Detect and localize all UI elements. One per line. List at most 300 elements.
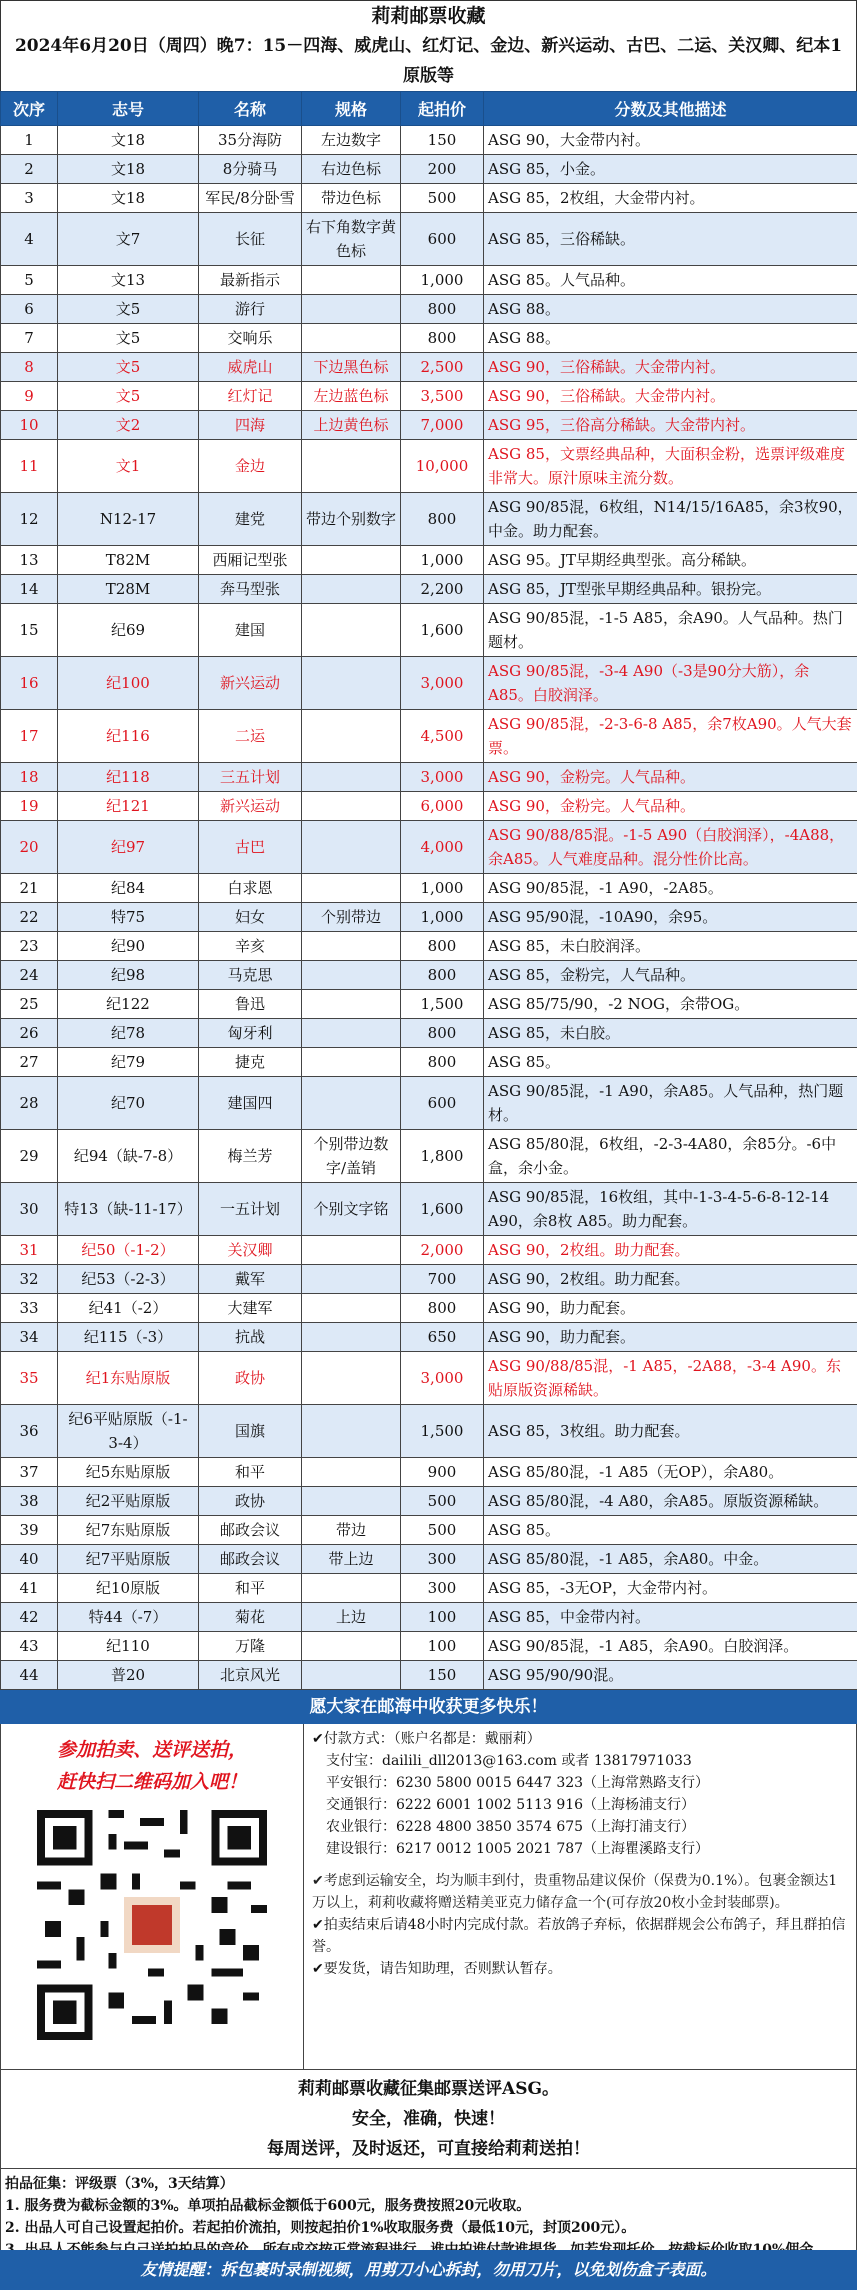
stamp-name: 匈牙利 xyxy=(199,1019,302,1048)
lot-number: 26 xyxy=(1,1019,58,1048)
column-header-desc: 分数及其他描述 xyxy=(484,92,857,126)
stamp-name: 白求恩 xyxy=(199,874,302,903)
promo-line-1: 参加拍卖、送评送拍， xyxy=(56,1739,247,1761)
stamp-spec xyxy=(302,440,401,493)
stamp-code: 纪2平贴原版 xyxy=(58,1487,199,1516)
stamp-name: 菊花 xyxy=(199,1603,302,1632)
lot-number: 36 xyxy=(1,1405,58,1458)
table-row xyxy=(1,1574,857,1603)
starting-price: 600 xyxy=(401,1077,484,1130)
grade-description: ASG 85。人气品种。 xyxy=(484,266,857,295)
stamp-name: 梅兰芳 xyxy=(199,1130,302,1183)
lot-number: 14 xyxy=(1,575,58,604)
table-row xyxy=(1,903,857,932)
table-row xyxy=(1,440,857,493)
lot-number: 9 xyxy=(1,382,58,411)
starting-price: 1,800 xyxy=(401,1130,484,1183)
stamp-name: 军民/8分卧雪 xyxy=(199,184,302,213)
starting-price: 800 xyxy=(401,1019,484,1048)
lot-number: 25 xyxy=(1,990,58,1019)
lot-number: 38 xyxy=(1,1487,58,1516)
grade-description: ASG 85。 xyxy=(484,1516,857,1545)
table-row xyxy=(1,763,857,792)
qr-panel xyxy=(1,1724,304,2069)
stamp-code: 文18 xyxy=(58,184,199,213)
stamp-name: 辛亥 xyxy=(199,932,302,961)
starting-price: 2,500 xyxy=(401,353,484,382)
grade-description: ASG 85，2枚组，大金带内衬。 xyxy=(484,184,857,213)
table-row xyxy=(1,1545,857,1574)
grade-description: ASG 90/85混，-1 A90，-2A85。 xyxy=(484,874,857,903)
table-row xyxy=(1,1323,857,1352)
stamp-spec: 左边蓝色标 xyxy=(302,382,401,411)
starting-price: 3,000 xyxy=(401,1352,484,1405)
lot-number: 12 xyxy=(1,493,58,546)
bank-account[interactable]: 交通银行：6222 6001 1002 5113 916（上海杨浦支行） xyxy=(326,1797,696,1813)
rule-item: 2. 出品人可自己设置起拍价。若起拍价流拍，则按起拍价1%收取服务费（最低10元，封顶200元）。 xyxy=(5,2220,636,2236)
stamp-name: 和平 xyxy=(199,1574,302,1603)
stamp-spec xyxy=(302,1236,401,1265)
stamp-code: 纪122 xyxy=(58,990,199,1019)
stamp-code: 纪98 xyxy=(58,961,199,990)
stamp-name: 北京风光 xyxy=(199,1661,302,1690)
starting-price: 800 xyxy=(401,295,484,324)
lot-number: 39 xyxy=(1,1516,58,1545)
stamp-code: 纪110 xyxy=(58,1632,199,1661)
column-header-spec: 规格 xyxy=(302,92,401,126)
stamp-code: T82M xyxy=(58,546,199,575)
stamp-name: 交响乐 xyxy=(199,324,302,353)
starting-price: 3,000 xyxy=(401,763,484,792)
stamp-code: 普20 xyxy=(58,1661,199,1690)
starting-price: 100 xyxy=(401,1603,484,1632)
stamp-spec xyxy=(302,1352,401,1405)
stamp-spec: 个别带边 xyxy=(302,903,401,932)
stamp-code: N12-17 xyxy=(58,493,199,546)
alipay-account[interactable]: 支付宝：dailili_dll2013@163.com 或者 13817971033 xyxy=(326,1753,692,1769)
lot-number: 34 xyxy=(1,1323,58,1352)
stamp-spec: 带边 xyxy=(302,1516,401,1545)
table-row xyxy=(1,1077,857,1130)
stamp-code: 文7 xyxy=(58,213,199,266)
stamp-code: T28M xyxy=(58,575,199,604)
stamp-code: 纪97 xyxy=(58,821,199,874)
starting-price: 1,000 xyxy=(401,266,484,295)
stamp-name: 鲁迅 xyxy=(199,990,302,1019)
lot-number: 13 xyxy=(1,546,58,575)
stamp-name: 和平 xyxy=(199,1458,302,1487)
table-row xyxy=(1,493,857,546)
starting-price: 150 xyxy=(401,126,484,155)
grade-description: ASG 85，3枚组。助力配套。 xyxy=(484,1405,857,1458)
stamp-code: 纪10原版 xyxy=(58,1574,199,1603)
payment-panel xyxy=(304,1724,856,2069)
lot-number: 23 xyxy=(1,932,58,961)
stamp-spec xyxy=(302,1487,401,1516)
stamp-code: 纪53（-2-3） xyxy=(58,1265,199,1294)
table-row xyxy=(1,353,857,382)
starting-price: 3,500 xyxy=(401,382,484,411)
grade-description: ASG 85。 xyxy=(484,1048,857,1077)
stamp-spec xyxy=(302,1661,401,1690)
rule-item: 1. 服务费为截标金额的3%。单项拍品截标金额低于600元，服务费按照20元收取。 xyxy=(5,2198,531,2214)
column-header-price: 起拍价 xyxy=(401,92,484,126)
stamp-name: 政协 xyxy=(199,1487,302,1516)
stamp-name: 建国 xyxy=(199,604,302,657)
starting-price: 500 xyxy=(401,184,484,213)
lot-number: 29 xyxy=(1,1130,58,1183)
grade-description: ASG 90/88/85混，-1 A85，-2A88，-3-4 A90。东贴原版资源稀缺。 xyxy=(484,1352,857,1405)
lot-number: 18 xyxy=(1,763,58,792)
table-row xyxy=(1,295,857,324)
stamp-name: 奔马型张 xyxy=(199,575,302,604)
grade-description: ASG 95/90混，-10A90，余95。 xyxy=(484,903,857,932)
stamp-code: 纪118 xyxy=(58,763,199,792)
stamp-code: 文5 xyxy=(58,324,199,353)
table-row xyxy=(1,266,857,295)
grade-description: ASG 85，未白胶润泽。 xyxy=(484,932,857,961)
table-row xyxy=(1,1405,857,1458)
stamp-spec xyxy=(302,1265,401,1294)
table-row xyxy=(1,1183,857,1236)
table-row xyxy=(1,155,857,184)
table-row xyxy=(1,657,857,710)
qr-code[interactable] xyxy=(37,1810,267,2040)
lot-number: 35 xyxy=(1,1352,58,1405)
lot-number: 21 xyxy=(1,874,58,903)
lot-number: 6 xyxy=(1,295,58,324)
bank-account[interactable]: 平安银行：6230 5800 0015 6447 323（上海常熟路支行） xyxy=(326,1775,710,1791)
grade-description: ASG 85/80混，-1 A85（无OP），余A80。 xyxy=(484,1458,857,1487)
table-row xyxy=(1,792,857,821)
stamp-code: 纪7平贴原版 xyxy=(58,1545,199,1574)
lot-number: 28 xyxy=(1,1077,58,1130)
stamp-spec xyxy=(302,266,401,295)
grade-description: ASG 85/80混，-4 A80，余A85。原版资源稀缺。 xyxy=(484,1487,857,1516)
starting-price: 7,000 xyxy=(401,411,484,440)
stamp-spec xyxy=(302,710,401,763)
grade-description: ASG 95。JT早期经典型张。高分稀缺。 xyxy=(484,546,857,575)
table-row xyxy=(1,1632,857,1661)
stamp-name: 8分骑马 xyxy=(199,155,302,184)
grade-description: ASG 85，金粉完，人气品种。 xyxy=(484,961,857,990)
stamp-code: 纪94（缺-7-8） xyxy=(58,1130,199,1183)
grade-description: ASG 90，2枚组。助力配套。 xyxy=(484,1236,857,1265)
rules-heading: 拍品征集：评级票（3%，3天结算） xyxy=(5,2176,234,2192)
stamp-code: 特44（-7） xyxy=(58,1603,199,1632)
stamp-code: 纪90 xyxy=(58,932,199,961)
grade-description: ASG 95，三俗高分稀缺。大金带内衬。 xyxy=(484,411,857,440)
table-row xyxy=(1,604,857,657)
grading-line-3: 每周送评，及时返还，可直接给莉莉送拍！ xyxy=(267,2139,590,2159)
starting-price: 800 xyxy=(401,493,484,546)
grade-description: ASG 90/85混，6枚组，N14/15/16A85，余3枚90，中金。助力配套。 xyxy=(484,493,857,546)
stamp-code: 纪1东贴原版 xyxy=(58,1352,199,1405)
stamp-spec xyxy=(302,1458,401,1487)
table-row xyxy=(1,932,857,961)
stamp-code: 纪115（-3） xyxy=(58,1323,199,1352)
grade-description: ASG 85，小金。 xyxy=(484,155,857,184)
stamp-code: 特75 xyxy=(58,903,199,932)
payment-heading: ✔付款方式：（账户名都是：戴丽莉） xyxy=(312,1731,541,1747)
lot-number: 10 xyxy=(1,411,58,440)
table-row xyxy=(1,990,857,1019)
table-row xyxy=(1,213,857,266)
grade-description: ASG 90，金粉完。人气品种。 xyxy=(484,792,857,821)
stamp-name: 国旗 xyxy=(199,1405,302,1458)
stamp-spec xyxy=(302,604,401,657)
lot-number: 5 xyxy=(1,266,58,295)
starting-price: 800 xyxy=(401,1048,484,1077)
grading-line-1: 莉莉邮票收藏征集邮票送评ASG。 xyxy=(298,2079,559,2099)
stamp-code: 文5 xyxy=(58,353,199,382)
shipping-note: ✔考虑到运输安全，均为顺丰到付，贵重物品建议保价（保费为0.1%）。包裹金额达1万以上，莉莉收藏将赠送精美亚克力储存盒一个(可存放20枚小金封装邮票)。 xyxy=(312,1873,838,1911)
grade-description: ASG 90，大金带内衬。 xyxy=(484,126,857,155)
stamp-name: 游行 xyxy=(199,295,302,324)
stamp-name: 建国四 xyxy=(199,1077,302,1130)
stamp-code: 纪41（-2） xyxy=(58,1294,199,1323)
stamp-name: 红灯记 xyxy=(199,382,302,411)
table-row xyxy=(1,874,857,903)
stamp-name: 一五计划 xyxy=(199,1183,302,1236)
stamp-spec: 右边色标 xyxy=(302,155,401,184)
bank-account[interactable]: 农业银行：6228 4800 3850 3574 675（上海打浦支行） xyxy=(326,1819,696,1835)
grade-description: ASG 90/85混，16枚组，其中-1-3-4-5-6-8-12-14 A90，余8枚 A85。助力配套。 xyxy=(484,1183,857,1236)
stamp-code: 特13（缺-11-17） xyxy=(58,1183,199,1236)
stamp-name: 最新指示 xyxy=(199,266,302,295)
stamp-name: 新兴运动 xyxy=(199,657,302,710)
starting-price: 150 xyxy=(401,1661,484,1690)
payment-deadline-note: ✔拍卖结束后请48小时内完成付款。若放鸽子弃标，依据群规会公布鸽子，拜且群拍信誉。 xyxy=(312,1917,846,1955)
table-row xyxy=(1,1265,857,1294)
stamp-code: 文18 xyxy=(58,126,199,155)
stamp-spec: 右下角数字黄色标 xyxy=(302,213,401,266)
stamp-name: 二运 xyxy=(199,710,302,763)
starting-price: 1,600 xyxy=(401,604,484,657)
stamp-spec: 带边色标 xyxy=(302,184,401,213)
stamp-spec xyxy=(302,1323,401,1352)
grade-description: ASG 85，中金带内衬。 xyxy=(484,1603,857,1632)
header xyxy=(0,0,857,91)
stamp-name: 建党 xyxy=(199,493,302,546)
starting-price: 800 xyxy=(401,932,484,961)
table-body xyxy=(1,126,857,1690)
table-row xyxy=(1,184,857,213)
info-section xyxy=(0,1724,857,2069)
starting-price: 800 xyxy=(401,324,484,353)
lot-number: 42 xyxy=(1,1603,58,1632)
starting-price: 1,000 xyxy=(401,546,484,575)
stamp-name: 长征 xyxy=(199,213,302,266)
grade-description: ASG 90/85混，-2-3-6-8 A85，余7枚A90。人气大套票。 xyxy=(484,710,857,763)
stamp-name: 新兴运动 xyxy=(199,792,302,821)
stamp-code: 纪5东贴原版 xyxy=(58,1458,199,1487)
lot-number: 33 xyxy=(1,1294,58,1323)
lot-number: 1 xyxy=(1,126,58,155)
stamp-code: 文13 xyxy=(58,266,199,295)
stamp-spec xyxy=(302,546,401,575)
lot-number: 11 xyxy=(1,440,58,493)
page-subtitle: 2024年6月20日（周四）晚7：15－四海、威虎山、红灯记、金边、新兴运动、古巴、二运、关汉卿、纪本1原版等 xyxy=(14,36,843,86)
table-row xyxy=(1,411,857,440)
stamp-spec xyxy=(302,990,401,1019)
starting-price: 700 xyxy=(401,1265,484,1294)
stamp-name: 邮政会议 xyxy=(199,1545,302,1574)
grade-description: ASG 90，助力配套。 xyxy=(484,1294,857,1323)
stamp-spec xyxy=(302,1405,401,1458)
stamp-code: 纪100 xyxy=(58,657,199,710)
grade-description: ASG 95/90/90混。 xyxy=(484,1661,857,1690)
stamp-spec: 带上边 xyxy=(302,1545,401,1574)
stamp-spec: 个别带边数字/盖销 xyxy=(302,1130,401,1183)
table-row xyxy=(1,1294,857,1323)
lot-number: 32 xyxy=(1,1265,58,1294)
stamp-code: 文1 xyxy=(58,440,199,493)
stamp-code: 纪70 xyxy=(58,1077,199,1130)
stamp-name: 政协 xyxy=(199,1352,302,1405)
stamp-spec xyxy=(302,1632,401,1661)
stamp-code: 纪6平贴原版（-1-3-4） xyxy=(58,1405,199,1458)
lot-number: 30 xyxy=(1,1183,58,1236)
lot-number: 40 xyxy=(1,1545,58,1574)
grade-description: ASG 90/85混，-1-5 A85，余A90。人气品种。热门题材。 xyxy=(484,604,857,657)
lot-number: 37 xyxy=(1,1458,58,1487)
grade-description: ASG 90/85混，-3-4 A90（-3是90分大筋），余A85。白胶润泽。 xyxy=(484,657,857,710)
starting-price: 4,000 xyxy=(401,821,484,874)
starting-price: 2,000 xyxy=(401,1236,484,1265)
table-row xyxy=(1,1458,857,1487)
table-row xyxy=(1,1487,857,1516)
starting-price: 100 xyxy=(401,1632,484,1661)
stamp-code: 文2 xyxy=(58,411,199,440)
starting-price: 650 xyxy=(401,1323,484,1352)
starting-price: 600 xyxy=(401,213,484,266)
stamp-spec xyxy=(302,961,401,990)
stamp-code: 纪69 xyxy=(58,604,199,657)
stamp-spec: 上边 xyxy=(302,1603,401,1632)
grade-description: ASG 90，金粉完。人气品种。 xyxy=(484,763,857,792)
promo-line-2: 赶快扫二维码加入吧！ xyxy=(56,1771,247,1793)
grading-section xyxy=(0,2069,857,2169)
starting-price: 900 xyxy=(401,1458,484,1487)
starting-price: 1,000 xyxy=(401,874,484,903)
stamp-spec xyxy=(302,1574,401,1603)
starting-price: 300 xyxy=(401,1574,484,1603)
starting-price: 1,500 xyxy=(401,1405,484,1458)
starting-price: 2,200 xyxy=(401,575,484,604)
lot-number: 17 xyxy=(1,710,58,763)
stamp-name: 35分海防 xyxy=(199,126,302,155)
stamp-spec xyxy=(302,763,401,792)
stamp-name: 西厢记型张 xyxy=(199,546,302,575)
lot-number: 27 xyxy=(1,1048,58,1077)
grade-description: ASG 90，三俗稀缺。大金带内衬。 xyxy=(484,382,857,411)
stamp-name: 关汉卿 xyxy=(199,1236,302,1265)
stamp-spec xyxy=(302,932,401,961)
stamp-code: 纪84 xyxy=(58,874,199,903)
table-row xyxy=(1,710,857,763)
stamp-spec xyxy=(302,1048,401,1077)
grade-description: ASG 85，文票经典品种，大面积金粉，选票评级难度非常大。原汁原味主流分数。 xyxy=(484,440,857,493)
stamp-name: 捷克 xyxy=(199,1048,302,1077)
column-header-name: 名称 xyxy=(199,92,302,126)
table-row xyxy=(1,382,857,411)
stamp-code: 文5 xyxy=(58,382,199,411)
table-row xyxy=(1,1048,857,1077)
lot-number: 22 xyxy=(1,903,58,932)
lot-number: 44 xyxy=(1,1661,58,1690)
table-row xyxy=(1,546,857,575)
starting-price: 10,000 xyxy=(401,440,484,493)
thanks-banner: 愿大家在邮海中收获更多快乐！ xyxy=(0,1690,857,1724)
stamp-code: 文18 xyxy=(58,155,199,184)
stamp-name: 四海 xyxy=(199,411,302,440)
grade-description: ASG 85，-3无OP，大金带内衬。 xyxy=(484,1574,857,1603)
starting-price: 6,000 xyxy=(401,792,484,821)
stamp-spec xyxy=(302,1019,401,1048)
starting-price: 200 xyxy=(401,155,484,184)
lot-number: 31 xyxy=(1,1236,58,1265)
column-header-code: 志号 xyxy=(58,92,199,126)
lot-number: 24 xyxy=(1,961,58,990)
footer-reminder: 友情提醒：拆包裹时录制视频，用剪刀小心拆封，勿用刀片，以免划伤盒子表面。 xyxy=(0,2250,857,2290)
table-row xyxy=(1,1019,857,1048)
table-row xyxy=(1,575,857,604)
lot-number: 16 xyxy=(1,657,58,710)
bank-account[interactable]: 建设银行：6217 0012 1005 2021 787（上海瞿溪路支行） xyxy=(326,1841,710,1857)
grade-description: ASG 88。 xyxy=(484,295,857,324)
table-row xyxy=(1,126,857,155)
stamp-name: 马克思 xyxy=(199,961,302,990)
stamp-spec xyxy=(302,1077,401,1130)
lot-number: 7 xyxy=(1,324,58,353)
stamp-name: 大建军 xyxy=(199,1294,302,1323)
stamp-name: 戴军 xyxy=(199,1265,302,1294)
grade-description: ASG 90/85混，-1 A85，余A90。白胶润泽。 xyxy=(484,1632,857,1661)
stamp-spec xyxy=(302,792,401,821)
grade-description: ASG 90，2枚组。助力配套。 xyxy=(484,1265,857,1294)
stamp-code: 纪78 xyxy=(58,1019,199,1048)
delivery-note: ✔要发货，请告知助理，否则默认暂存。 xyxy=(312,1961,562,1977)
stamp-spec: 个别文字铭 xyxy=(302,1183,401,1236)
stamp-name: 金边 xyxy=(199,440,302,493)
stamp-spec xyxy=(302,874,401,903)
grade-description: ASG 85，未白胶。 xyxy=(484,1019,857,1048)
stamp-spec xyxy=(302,821,401,874)
stamp-spec: 下边黑色标 xyxy=(302,353,401,382)
table-header-row xyxy=(1,92,857,126)
stamp-spec xyxy=(302,575,401,604)
stamp-code: 纪50（-1-2） xyxy=(58,1236,199,1265)
starting-price: 500 xyxy=(401,1516,484,1545)
lot-number: 8 xyxy=(1,353,58,382)
stamp-name: 三五计划 xyxy=(199,763,302,792)
table-row xyxy=(1,961,857,990)
stamp-spec xyxy=(302,657,401,710)
starting-price: 3,000 xyxy=(401,657,484,710)
starting-price: 800 xyxy=(401,961,484,990)
auction-table xyxy=(0,91,857,1690)
starting-price: 300 xyxy=(401,1545,484,1574)
stamp-spec xyxy=(302,1294,401,1323)
stamp-code: 纪116 xyxy=(58,710,199,763)
stamp-spec: 左边数字 xyxy=(302,126,401,155)
starting-price: 1,600 xyxy=(401,1183,484,1236)
stamp-spec xyxy=(302,324,401,353)
grade-description: ASG 85/80混，6枚组，-2-3-4A80，余85分。-6中盒，余小金。 xyxy=(484,1130,857,1183)
lot-number: 3 xyxy=(1,184,58,213)
grade-description: ASG 85，三俗稀缺。 xyxy=(484,213,857,266)
